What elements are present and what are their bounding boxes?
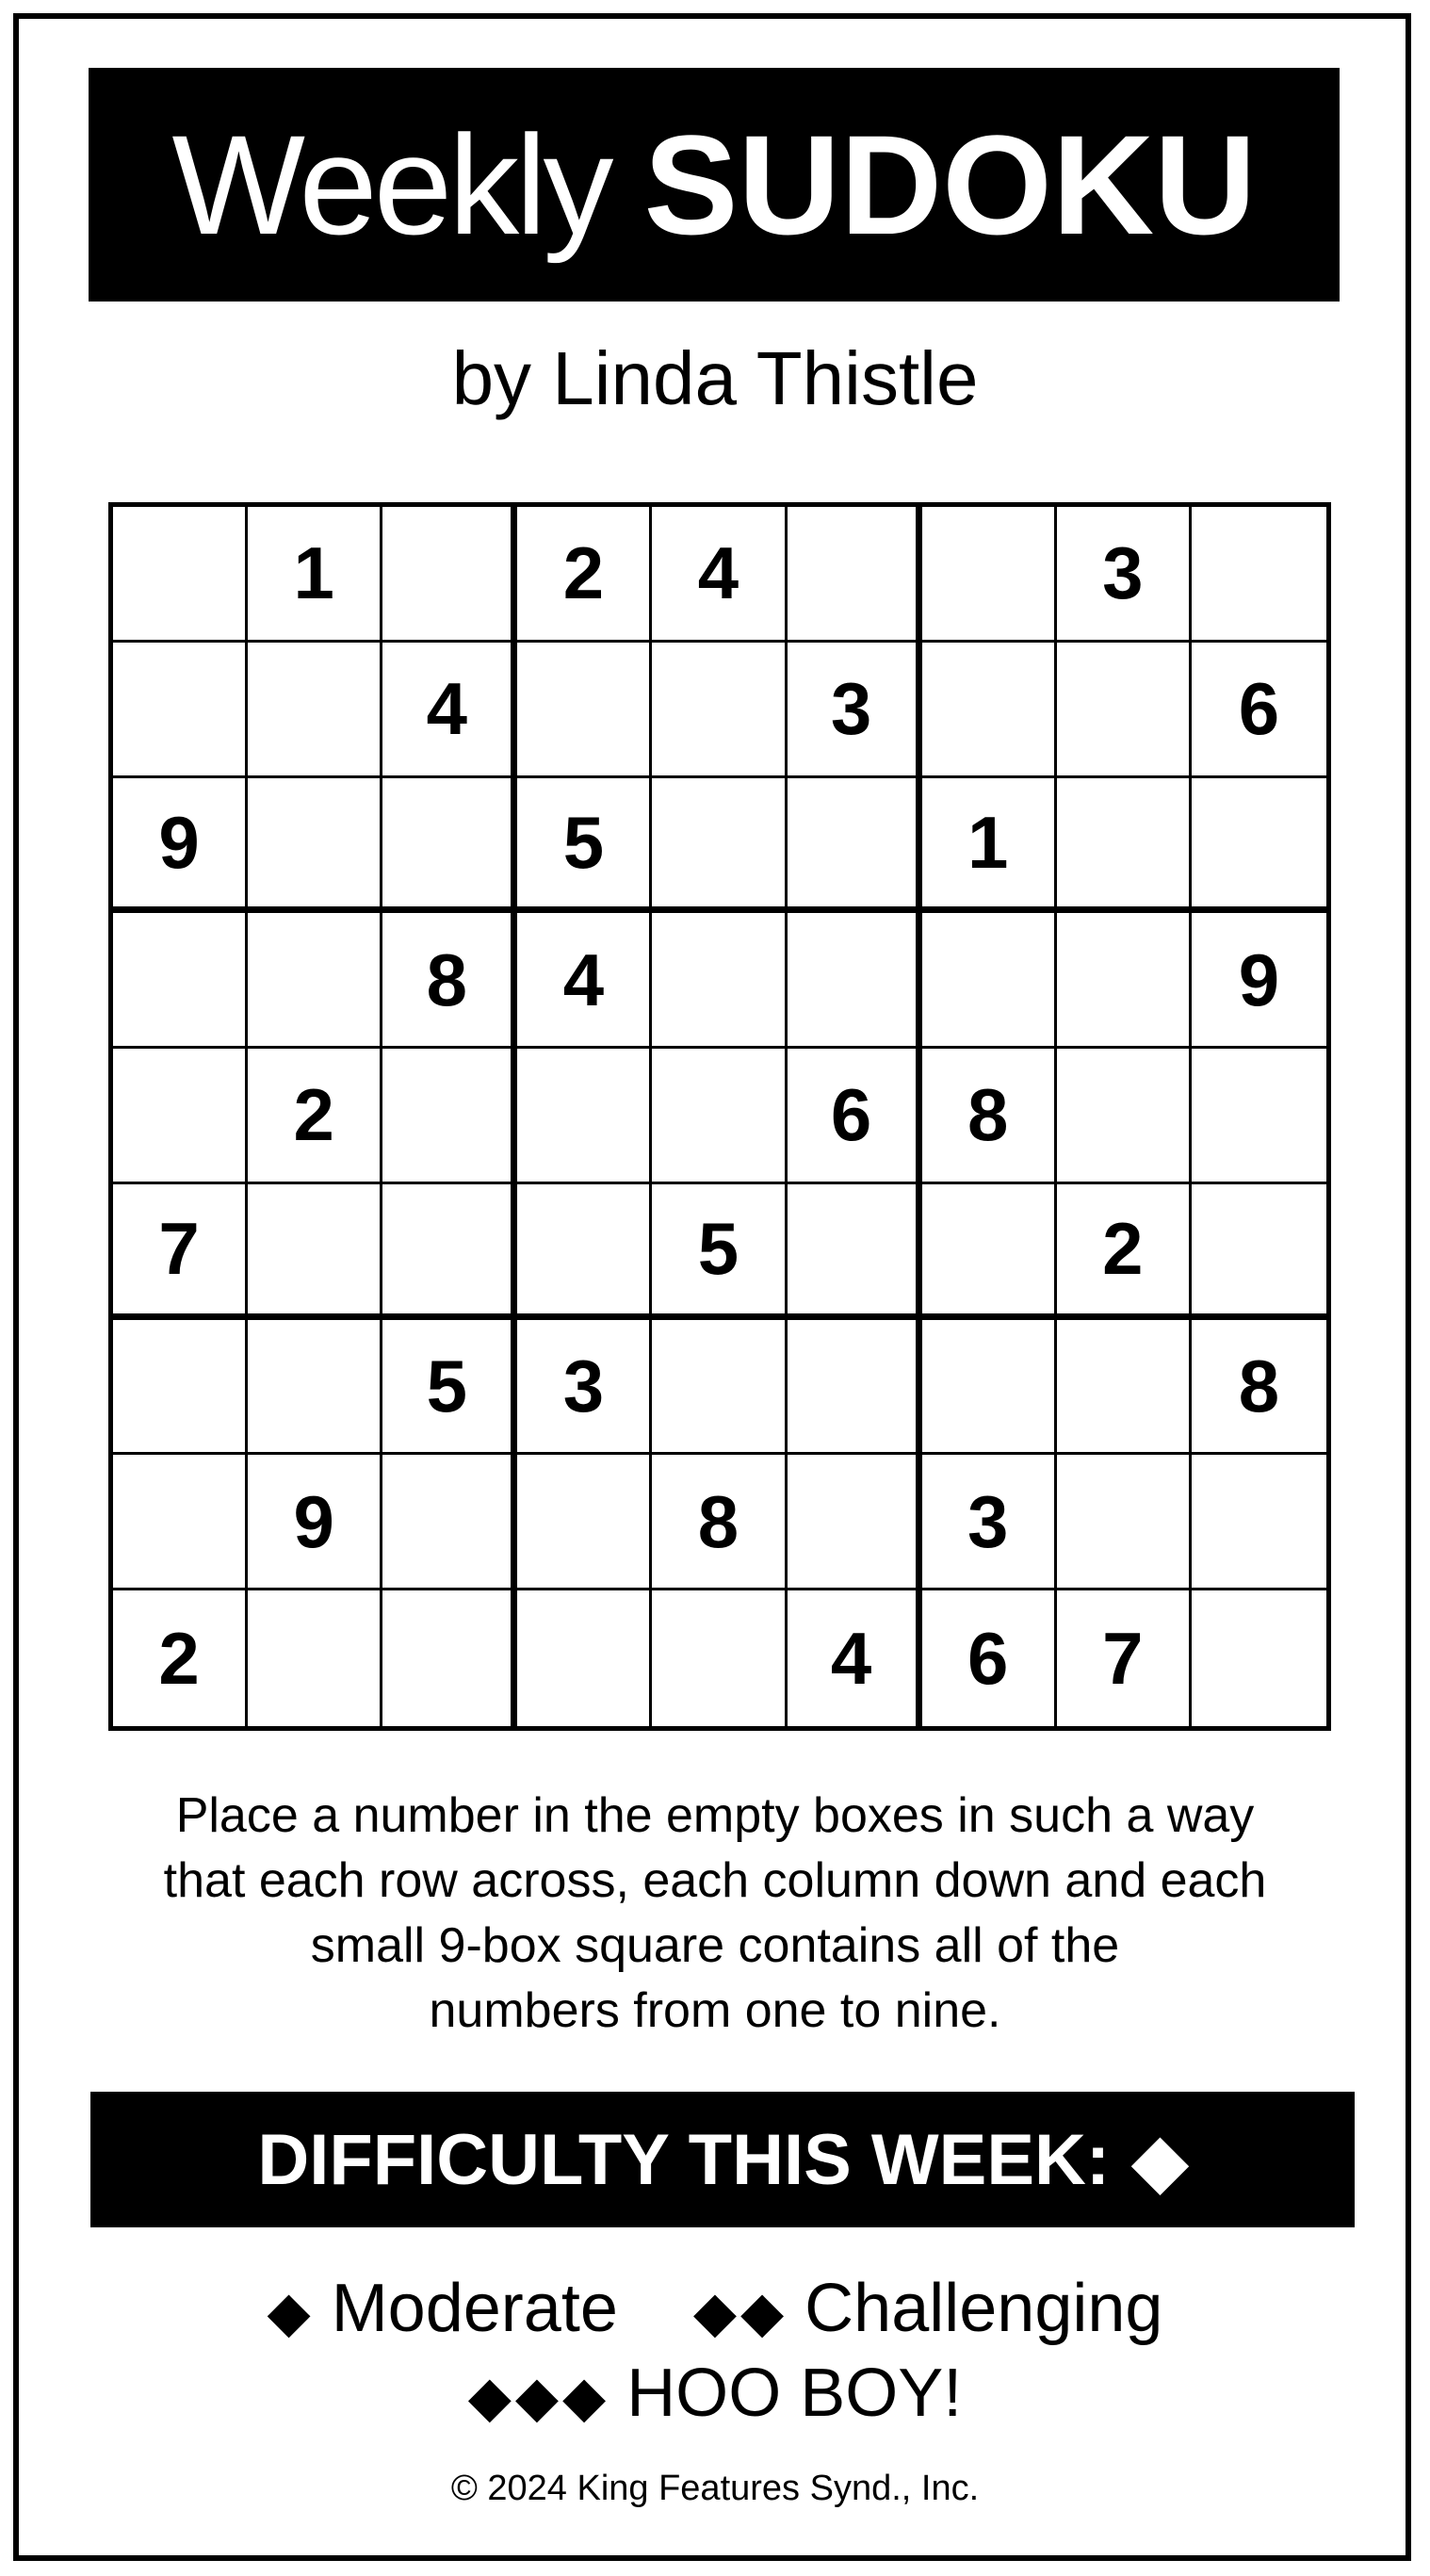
empty-cell[interactable] bbox=[1057, 778, 1192, 914]
empty-cell[interactable] bbox=[1192, 1049, 1326, 1184]
difficulty-legend bbox=[0, 2271, 1430, 2346]
empty-cell[interactable] bbox=[382, 1455, 517, 1590]
given-cell: 2 bbox=[517, 507, 652, 643]
difficulty-label: DIFFICULTY THIS WEEK: bbox=[257, 2119, 1111, 2200]
empty-cell[interactable] bbox=[1192, 1590, 1326, 1726]
given-cell: 9 bbox=[113, 778, 248, 914]
given-cell: 9 bbox=[248, 1455, 382, 1590]
empty-cell[interactable] bbox=[113, 913, 248, 1049]
empty-cell[interactable] bbox=[113, 507, 248, 643]
empty-cell[interactable] bbox=[1057, 913, 1192, 1049]
empty-cell[interactable] bbox=[788, 778, 922, 914]
given-cell: 4 bbox=[788, 1590, 922, 1726]
empty-cell[interactable] bbox=[788, 507, 922, 643]
empty-cell[interactable] bbox=[788, 913, 922, 1049]
empty-cell[interactable] bbox=[382, 1049, 517, 1184]
difficulty-legend-hard bbox=[0, 2356, 1430, 2431]
empty-cell[interactable] bbox=[248, 643, 382, 778]
empty-cell[interactable] bbox=[248, 913, 382, 1049]
empty-cell[interactable] bbox=[1192, 1184, 1326, 1320]
given-cell: 2 bbox=[248, 1049, 382, 1184]
sudoku-grid bbox=[108, 502, 1331, 1731]
given-cell: 5 bbox=[517, 778, 652, 914]
instructions-line: that each row across, each column down and each bbox=[163, 1853, 1267, 1908]
given-cell: 8 bbox=[382, 913, 517, 1049]
empty-cell[interactable] bbox=[922, 1184, 1057, 1320]
moderate-diamond-icon: ◆ bbox=[267, 2280, 315, 2343]
difficulty-rating-diamond-icon: ◆ bbox=[1132, 2120, 1188, 2201]
empty-cell[interactable] bbox=[922, 507, 1057, 643]
empty-cell[interactable] bbox=[517, 643, 652, 778]
given-cell: 3 bbox=[517, 1320, 652, 1456]
hoo-boy-label: HOO BOY! bbox=[626, 2356, 963, 2431]
given-cell: 7 bbox=[113, 1184, 248, 1320]
given-cell: 6 bbox=[1192, 643, 1326, 778]
moderate-label: Moderate bbox=[331, 2271, 618, 2346]
empty-cell[interactable] bbox=[248, 778, 382, 914]
given-cell: 1 bbox=[922, 778, 1057, 914]
empty-cell[interactable] bbox=[652, 778, 787, 914]
instructions-line: numbers from one to nine. bbox=[429, 1983, 1001, 2038]
given-cell: 4 bbox=[382, 643, 517, 778]
empty-cell[interactable] bbox=[788, 1455, 922, 1590]
given-cell: 8 bbox=[652, 1455, 787, 1590]
empty-cell[interactable] bbox=[788, 1184, 922, 1320]
given-cell: 4 bbox=[652, 507, 787, 643]
given-cell: 2 bbox=[113, 1590, 248, 1726]
given-cell: 1 bbox=[248, 507, 382, 643]
byline: by Linda Thistle bbox=[451, 336, 979, 420]
empty-cell[interactable] bbox=[113, 1455, 248, 1590]
empty-cell[interactable] bbox=[1057, 1320, 1192, 1456]
empty-cell[interactable] bbox=[248, 1184, 382, 1320]
given-cell: 9 bbox=[1192, 913, 1326, 1049]
empty-cell[interactable] bbox=[1192, 507, 1326, 643]
challenging-diamond-icon: ◆◆ bbox=[692, 2280, 788, 2343]
empty-cell[interactable] bbox=[517, 1184, 652, 1320]
title-weekly: Weekly bbox=[171, 106, 610, 264]
empty-cell[interactable] bbox=[113, 1049, 248, 1184]
title-sudoku: SUDOKU bbox=[643, 106, 1257, 264]
empty-cell[interactable] bbox=[248, 1320, 382, 1456]
empty-cell[interactable] bbox=[517, 1590, 652, 1726]
given-cell: 6 bbox=[922, 1590, 1057, 1726]
instructions bbox=[57, 1784, 1373, 2044]
empty-cell[interactable] bbox=[652, 913, 787, 1049]
empty-cell[interactable] bbox=[517, 1049, 652, 1184]
empty-cell[interactable] bbox=[1057, 643, 1192, 778]
empty-cell[interactable] bbox=[1057, 1455, 1192, 1590]
given-cell: 4 bbox=[517, 913, 652, 1049]
given-cell: 2 bbox=[1057, 1184, 1192, 1320]
given-cell: 7 bbox=[1057, 1590, 1192, 1726]
empty-cell[interactable] bbox=[788, 1320, 922, 1456]
empty-cell[interactable] bbox=[1057, 1049, 1192, 1184]
empty-cell[interactable] bbox=[517, 1455, 652, 1590]
challenging-label: Challenging bbox=[804, 2271, 1163, 2346]
difficulty-banner bbox=[90, 2092, 1355, 2227]
empty-cell[interactable] bbox=[922, 1320, 1057, 1456]
given-cell: 3 bbox=[1057, 507, 1192, 643]
empty-cell[interactable] bbox=[652, 1049, 787, 1184]
given-cell: 6 bbox=[788, 1049, 922, 1184]
given-cell: 8 bbox=[922, 1049, 1057, 1184]
empty-cell[interactable] bbox=[652, 1590, 787, 1726]
title-banner bbox=[89, 68, 1340, 302]
empty-cell[interactable] bbox=[113, 643, 248, 778]
given-cell: 5 bbox=[652, 1184, 787, 1320]
empty-cell[interactable] bbox=[382, 507, 517, 643]
empty-cell[interactable] bbox=[248, 1590, 382, 1726]
hoo-boy-diamond-icon: ◆◆◆ bbox=[467, 2365, 610, 2428]
empty-cell[interactable] bbox=[113, 1320, 248, 1456]
empty-cell[interactable] bbox=[652, 1320, 787, 1456]
empty-cell[interactable] bbox=[1192, 778, 1326, 914]
instructions-line: Place a number in the empty boxes in such a way bbox=[175, 1788, 1255, 1843]
empty-cell[interactable] bbox=[382, 1590, 517, 1726]
empty-cell[interactable] bbox=[922, 643, 1057, 778]
given-cell: 3 bbox=[788, 643, 922, 778]
given-cell: 3 bbox=[922, 1455, 1057, 1590]
empty-cell[interactable] bbox=[382, 1184, 517, 1320]
empty-cell[interactable] bbox=[382, 778, 517, 914]
given-cell: 5 bbox=[382, 1320, 517, 1456]
empty-cell[interactable] bbox=[922, 913, 1057, 1049]
instructions-line: small 9-box square contains all of the bbox=[310, 1918, 1120, 1973]
empty-cell[interactable] bbox=[1192, 1455, 1326, 1590]
copyright-notice: © 2024 King Features Synd., Inc. bbox=[450, 2469, 980, 2508]
given-cell: 8 bbox=[1192, 1320, 1326, 1456]
empty-cell[interactable] bbox=[652, 643, 787, 778]
